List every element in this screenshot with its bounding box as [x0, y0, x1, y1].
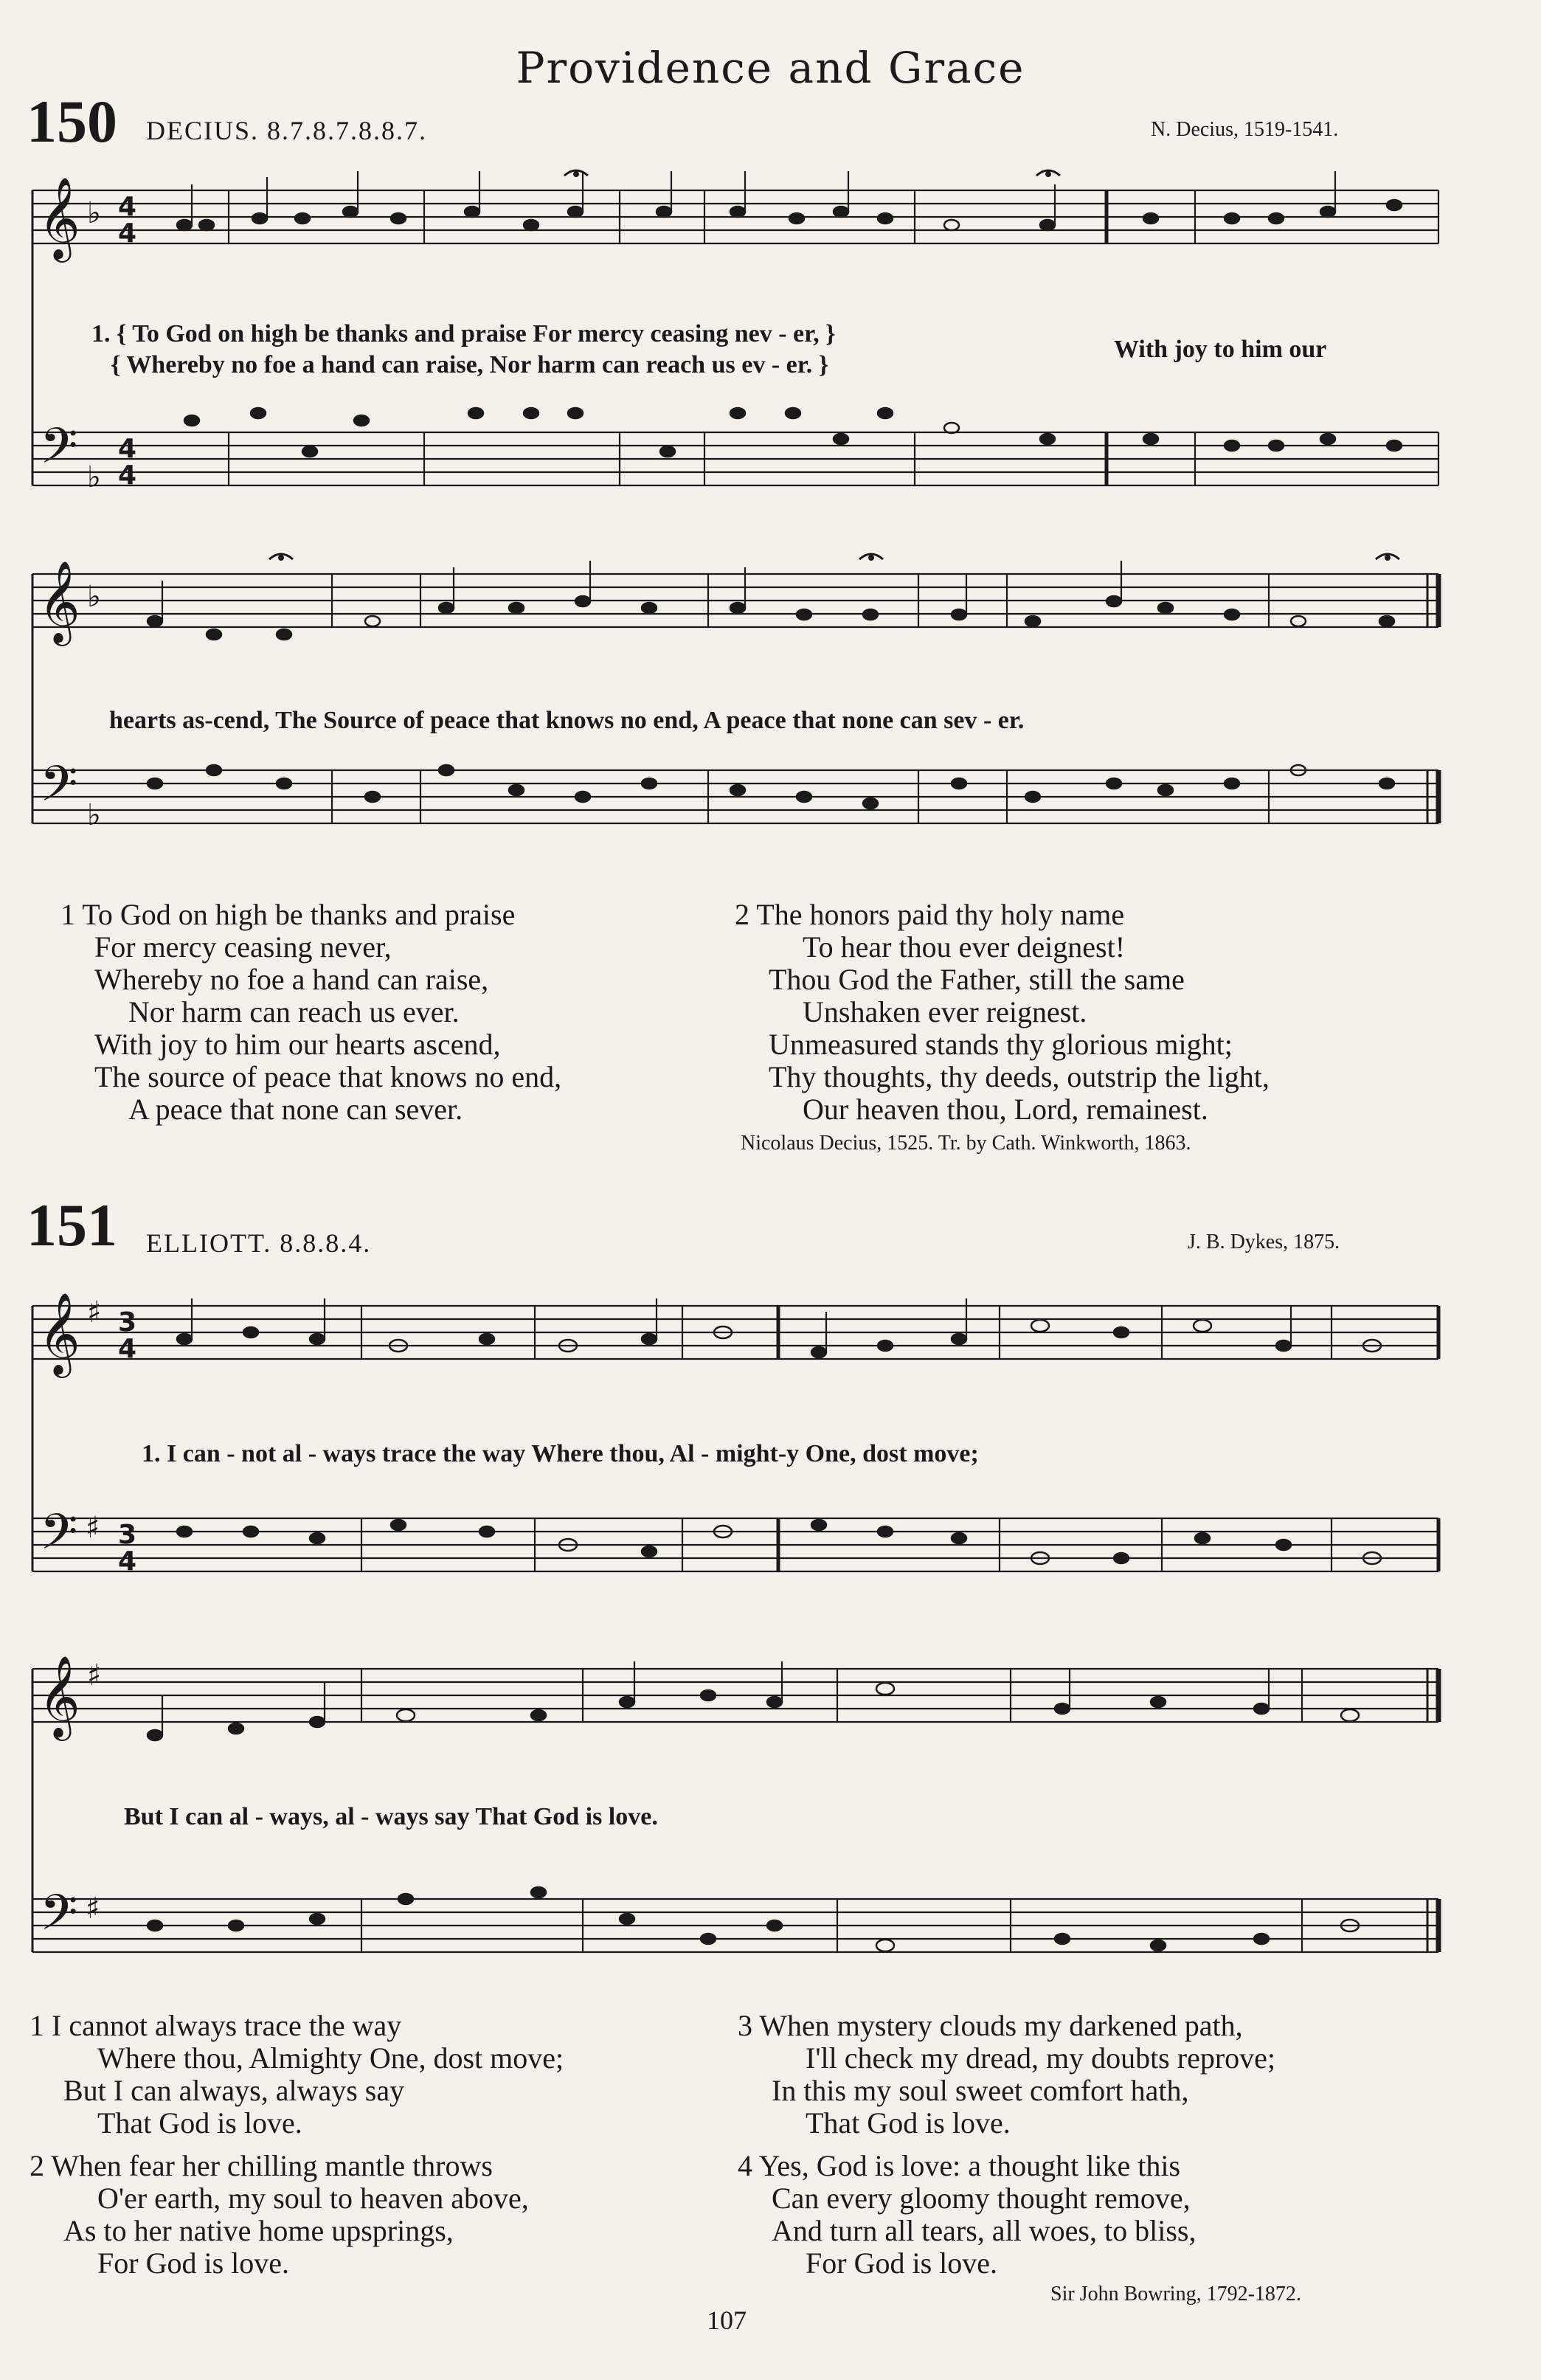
svg-text:4: 4: [118, 460, 137, 491]
hymn-151-stanza-3: [738, 2010, 1275, 2139]
hymn-150-lyric-shared: With joy to him our: [1114, 336, 1327, 363]
verse-line: With joy to him our hearts ascend,: [94, 1028, 501, 1061]
verse-line: Our heaven thou, Lord, remainest.: [803, 1093, 1208, 1126]
svg-text:♯: ♯: [86, 1511, 100, 1545]
hymn-151-author: Sir John Bowring, 1792-1872.: [1050, 2283, 1301, 2305]
verse-line: That God is love.: [97, 2106, 302, 2139]
verse-line: For God is love.: [806, 2246, 997, 2280]
svg-text:♯: ♯: [87, 1658, 102, 1692]
hymn-151-lyric-line1: 1. I can - not al - ways trace the way Where thou, Al - might-y One, dost move;: [142, 1440, 979, 1467]
verse-line: Unshaken ever reignest.: [803, 995, 1087, 1028]
treble-clef-icon: 𝄞: [38, 176, 80, 259]
verse-line: As to her native home upsprings,: [63, 2214, 454, 2247]
hymn-150-composer: N. Decius, 1519-1541.: [1151, 118, 1339, 141]
hymn-150-lyric-verse1: 1. { To God on high be thanks and praise For mercy ceasing nev - er, }: [91, 320, 836, 347]
barlines-150-s2: [332, 574, 1438, 823]
verse-line: In this my soul sweet comfort hath,: [772, 2074, 1189, 2107]
verse-line: The source of peace that knows no end,: [94, 1060, 562, 1093]
verse-line: Unmeasured stands thy glorious might;: [769, 1028, 1233, 1061]
bass-clef-icon: 𝄢: [40, 1884, 78, 1953]
hymn-151-stanza-4: [738, 2150, 1196, 2280]
notes-150-s2-bass: [148, 765, 1394, 809]
verse-line: Thy thoughts, thy deeds, outstrip the light,: [769, 1060, 1270, 1093]
notes-151-s2-treble: [148, 1683, 1359, 1740]
verse-line: To hear thou ever deignest!: [803, 930, 1126, 964]
verse-line: 1 To God on high be thanks and praise: [60, 898, 516, 931]
staff-150-s2-bass: [32, 770, 1438, 823]
hymn-151-number: 151: [27, 1191, 117, 1259]
svg-text:3: 3: [118, 1520, 137, 1550]
verse-line: 2 When fear her chilling mantle throws: [30, 2149, 493, 2182]
svg-text:3: 3: [118, 1307, 137, 1338]
verse-line: That God is love.: [806, 2106, 1011, 2139]
staff-151-s2-treble: [32, 1669, 1438, 1722]
verse-line: And turn all tears, all woes, to bliss,: [772, 2214, 1197, 2247]
verse-line: Where thou, Almighty One, dost move;: [97, 2041, 564, 2075]
verse-line: Can every gloomy thought remove,: [772, 2182, 1191, 2215]
svg-text:♭: ♭: [87, 580, 101, 614]
hymn-151-stanza-1: [30, 2010, 564, 2139]
staff-150-s1-bass: [32, 432, 1438, 485]
svg-text:♯: ♯: [87, 1295, 102, 1329]
treble-clef-icon: 𝄞: [38, 1292, 80, 1374]
svg-text:♭: ♭: [87, 798, 101, 832]
svg-text:♯: ♯: [86, 1892, 100, 1926]
hymn-150-lyric-verse2: { Whereby no foe a hand can raise, Nor harm can reach us ev - er. }: [111, 351, 829, 378]
verse-line: Thou God the Father, still the same: [769, 963, 1185, 996]
verse-line: But I can always, always say: [63, 2074, 405, 2107]
verse-line: For God is love.: [97, 2246, 289, 2280]
hymn-151-composer: J. B. Dykes, 1875.: [1188, 1231, 1340, 1253]
hymn-151-stanza-2: [30, 2150, 529, 2280]
verse-line: 3 When mystery clouds my darkened path,: [738, 2009, 1243, 2042]
hymn-150-stanza-1: [60, 899, 561, 1126]
verse-line: 1 I cannot always trace the way: [30, 2009, 402, 2042]
page-number: 107: [707, 2305, 747, 2335]
hymn-150-tune: DECIUS. 8.7.8.7.8.8.7.: [146, 116, 428, 145]
hymn-150-number: 150: [27, 88, 117, 155]
bass-clef-icon: 𝄢: [40, 418, 78, 486]
svg-text:4: 4: [118, 434, 137, 464]
verse-line: 4 Yes, God is love: a thought like this: [738, 2149, 1181, 2182]
svg-text:4: 4: [118, 1546, 137, 1577]
verse-line: For mercy ceasing never,: [94, 930, 392, 964]
hymn-150-author: Nicolaus Decius, 1525. Tr. by Cath. Winkworth, 1863.: [741, 1132, 1191, 1155]
hymn-151-tune: ELLIOTT. 8.8.8.4.: [146, 1228, 372, 1258]
svg-text:♭: ♭: [87, 196, 101, 230]
section-title: Providence and Grace: [516, 43, 1025, 93]
time-sig: 4: [118, 192, 137, 222]
hymn-150-stanza-2: [735, 899, 1270, 1126]
bass-clef-icon: 𝄢: [40, 1504, 78, 1572]
svg-text:♭: ♭: [87, 460, 101, 494]
svg-text:4: 4: [118, 1334, 137, 1364]
notes-151-s2-bass: [148, 1887, 1359, 1951]
notes-150-s2-treble: [148, 596, 1394, 640]
hymn-150-lyric-line2: hearts as-cend, The Source of peace that knows no end, A peace that none can sev - er.: [109, 707, 1025, 734]
verse-line: O'er earth, my soul to heaven above,: [97, 2182, 529, 2215]
verse-line: Whereby no foe a hand can raise,: [94, 963, 489, 996]
treble-clef-icon: 𝄞: [38, 560, 80, 643]
bass-clef-icon: 𝄢: [40, 755, 78, 824]
verse-line: I'll check my dread, my doubts reprove;: [806, 2041, 1276, 2075]
verse-line: A peace that none can sever.: [128, 1093, 463, 1126]
verse-line: 2 The honors paid thy holy name: [735, 898, 1125, 931]
svg-text:4: 4: [118, 218, 137, 249]
treble-clef-icon: 𝄞: [38, 1655, 80, 1737]
staff-151-s1-bass: [32, 1518, 1438, 1571]
verse-line: Nor harm can reach us ever.: [128, 995, 460, 1028]
hymn-151-lyric-line2: But I can al - ways, al - ways say That God is love.: [124, 1803, 658, 1830]
notes-150-s1-treble: [177, 200, 1402, 230]
